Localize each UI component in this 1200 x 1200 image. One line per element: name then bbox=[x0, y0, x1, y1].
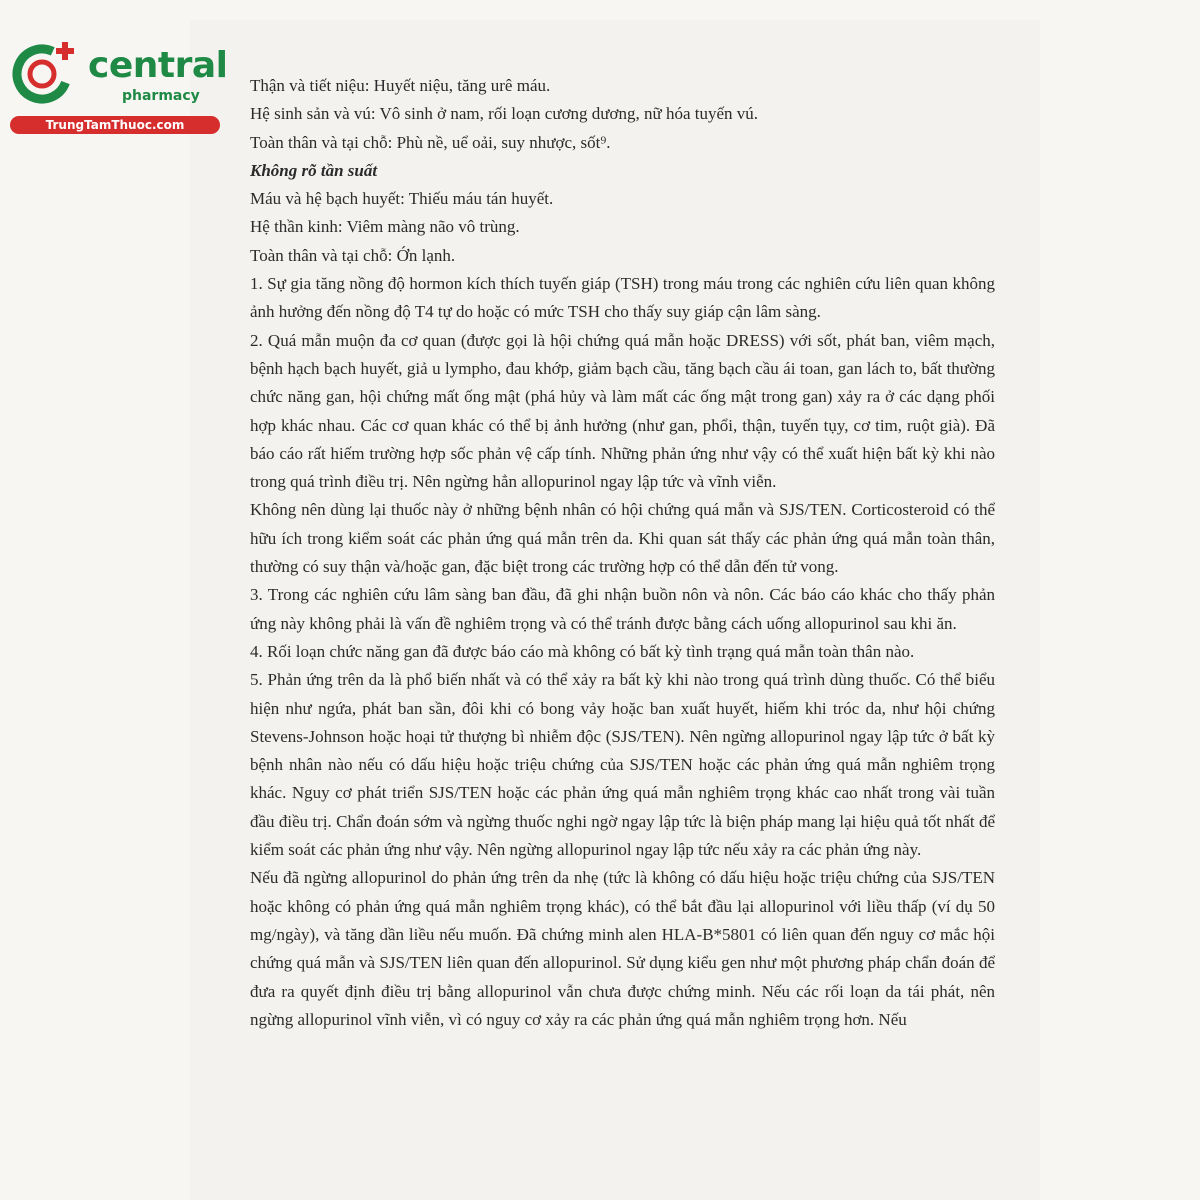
paragraph: Không nên dùng lại thuốc này ở những bệnh nhân có hội chứng quá mẫn và SJS/TEN. Corticosteroid có thể hữu ích trong kiểm soát các phản ứng quá mẫn trên da. Khi quan sát thấy các phản ứng quá mẫn toàn thân, thường có suy thận và/hoặc gan, đặc biệt trong các trường hợp có thể dẫn đến tử vong. bbox=[250, 500, 995, 577]
paragraph: Hệ sinh sản và vú: Vô sinh ở nam, rối loạn cương dương, nữ hóa tuyến vú. bbox=[250, 104, 759, 124]
paragraph: Nếu đã ngừng allopurinol do phản ứng trên da nhẹ (tức là không có dấu hiệu hoặc triệu chứng của SJS/TEN hoặc không có phản ứng quá mẫn nghiêm trọng khác), có thể bắt đầu lại allopurinol với liều thấp (ví dụ 50 mg/ngày), và tăng dần liều nếu muốn. Đã chứng minh alen HLA-B*5801 có liên quan đến nguy cơ mắc hội chứng quá mẫn và SJS/TEN liên quan đến allopurinol. Sử dụng kiểu gen như một phương pháp chẩn đoán để đưa ra quyết định điều trị bằng allopurinol vẫn chưa được chứng minh. Nếu các rối loạn da tái phát, nên ngừng allopurinol vĩnh viễn, vì có nguy cơ xảy ra các phản ứng quá mẫn nghiêm trọng hơn. Nếu bbox=[250, 868, 995, 1029]
paragraph: Toàn thân và tại chỗ: Phù nề, uể oải, suy nhược, sốt⁹. bbox=[250, 132, 611, 152]
brand-subtitle: pharmacy bbox=[122, 88, 200, 104]
section-heading: Không rõ tần suất bbox=[250, 160, 378, 180]
paragraph: 2. Quá mẫn muộn đa cơ quan (được gọi là hội chứng quá mẫn hoặc DRESS) với sốt, phát ban, viêm mạch, bệnh hạch bạch huyết, giả u lympho, đau khớp, giảm bạch cầu, tăng bạch cầu ái toan, gan lách to, bất thường chức năng gan, hội chứng mất ống mật (phá hủy và làm mất các ống mật trong gan) xảy ra ở các dạng phối hợp khác nhau. Các cơ quan khác có thể bị ảnh hưởng (như gan, phổi, thận, tuyến tụy, cơ tim, ruột già). Đã báo cáo rất hiếm trường hợp sốc phản vệ cấp tính. Những phản ứng như vậy có thể xuất hiện bất kỳ khi nào trong quá trình điều trị. Nên ngừng hẳn allopurinol ngay lập tức và vĩnh viễn. bbox=[250, 330, 995, 492]
paragraph: Hệ thần kinh: Viêm màng não vô trùng. bbox=[250, 217, 520, 237]
document-body bbox=[250, 72, 995, 1034]
paragraph: 4. Rối loạn chức năng gan đã được báo cáo mà không có bất kỳ tình trạng quá mẫn toàn thân nào. bbox=[250, 641, 915, 661]
paragraph: 1. Sự gia tăng nồng độ hormon kích thích tuyến giáp (TSH) trong máu trong các nghiên cứu liên quan không ảnh hưởng đến nồng độ T4 tự do hoặc có mức TSH cho thấy suy giáp cận lâm sàng. bbox=[250, 274, 995, 322]
paragraph: Toàn thân và tại chỗ: Ớn lạnh. bbox=[250, 245, 456, 265]
paragraph: Máu và hệ bạch huyết: Thiếu máu tán huyết. bbox=[250, 189, 554, 209]
brand-name: central bbox=[88, 45, 228, 86]
site-url-badge[interactable]: TrungTamThuoc.com bbox=[10, 116, 220, 134]
paragraph: 5. Phản ứng trên da là phổ biến nhất và có thể xảy ra bất kỳ khi nào trong quá trình dùng thuốc. Có thể biểu hiện như ngứa, phát ban sần, đôi khi có bong vảy hoặc ban xuất huyết, hiếm khi tróc da, như hội chứng Stevens-Johnson hoặc hoại tử thượng bì nhiễm độc (SJS/TEN). Nên ngừng allopurinol ngay lập tức ở bất kỳ bệnh nhân nào nếu có dấu hiệu hoặc triệu chứng của SJS/TEN hoặc các phản ứng quá mẫn nghiêm trọng khác. Nguy cơ phát triển SJS/TEN hoặc các phản ứng quá mẫn nghiêm trọng khác cao nhất trong vài tuần đầu điều trị. Chẩn đoán sớm và ngừng thuốc nghi ngờ ngay lập tức là biện pháp mang lại hiệu quả tốt nhất để kiểm soát các phản ứng như vậy. Nên ngừng allopurinol ngay lập tức nếu xảy ra các phản ứng này. bbox=[250, 670, 995, 860]
central-pharmacy-logo[interactable] bbox=[10, 36, 228, 136]
pharmacy-cross-logo-icon bbox=[10, 36, 82, 108]
paragraph: Thận và tiết niệu: Huyết niệu, tăng urê máu. bbox=[250, 76, 551, 95]
paragraph: 3. Trong các nghiên cứu lâm sàng ban đầu, đã ghi nhận buồn nôn và nôn. Các báo cáo khác cho thấy phản ứng này không phải là vấn đề nghiêm trọng và có thể tránh được bằng cách uống allopurinol sau khi ăn. bbox=[250, 585, 995, 633]
